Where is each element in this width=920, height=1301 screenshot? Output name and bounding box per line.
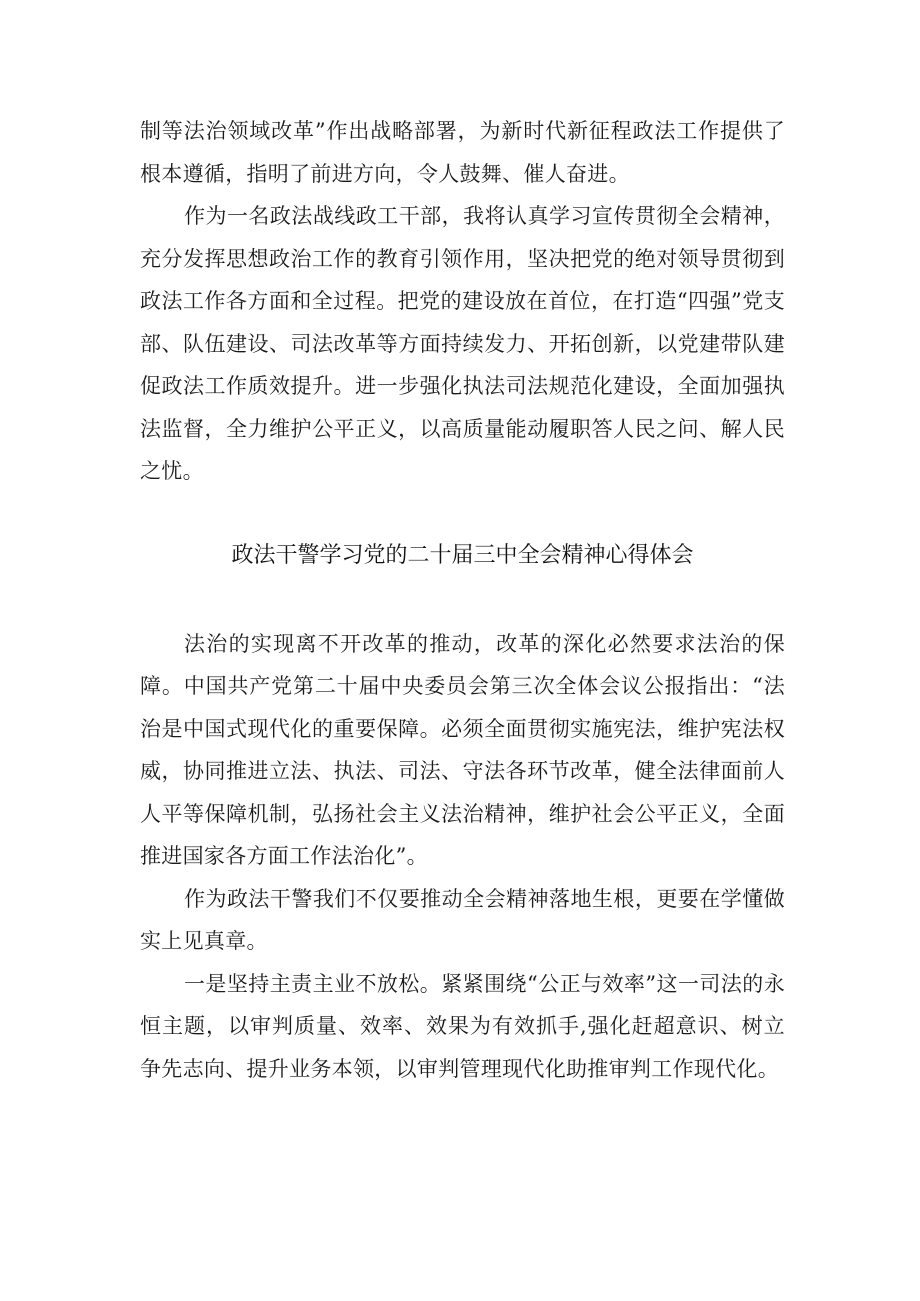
paragraph-continuation: 制等法治领域改革”作出战略部署，为新时代新征程政法工作提供了根本遵循，指明了前进方向，令人鼓舞、催人奋进。 xyxy=(140,119,785,186)
paragraph-rule-of-law: 法治的实现离不开改革的推动，改革的深化必然要求法治的保障。中国共产党第二十届中央委员会第三次全体会议公报指出：“法治是中国式现代化的重要保障。必须全面贯彻实施宪法，维护宪法权威，协同推进立法、执法、司法、守法各环节改革，健全法律面前人人平等保障机制，弘扬社会主义法治精神，维护社会公平正义，全面推进国家各方面工作法治化”。 xyxy=(140,631,785,868)
paragraph-commitment: 作为一名政法战线政工干部，我将认真学习宣传贯彻全会精神，充分发挥思想政治工作的教育引领作用，坚决把党的绝对领导贯彻到政法工作各方面和全过程。把党的建设放在首位，在打造“四强”党支部、队伍建设、司法改革等方面持续发力、开拓创新，以党建带队建促政法工作质效提升。进一步强化执法司法规范化建设，全面加强执法监督，全力维护公平正义，以高质量能动履职答人民之问、解人民之忧。 xyxy=(140,204,785,483)
section-title: 政法干警学习党的二十届三中全会精神心得体会 xyxy=(231,542,694,568)
paragraph-core-duty: 一是坚持主责主业不放松。紧紧围绕“公正与效率”这一司法的永恒主题，以审判质量、效率、效果为有效抓手,强化赶超意识、树立争先志向、提升业务本领，以审判管理现代化助推审判工作现代化。 xyxy=(140,971,785,1081)
paragraph-officers-role: 作为政法干警我们不仅要推动全会精神落地生根，更要在学懂做实上见真章。 xyxy=(140,886,785,953)
document-body xyxy=(140,110,785,1090)
